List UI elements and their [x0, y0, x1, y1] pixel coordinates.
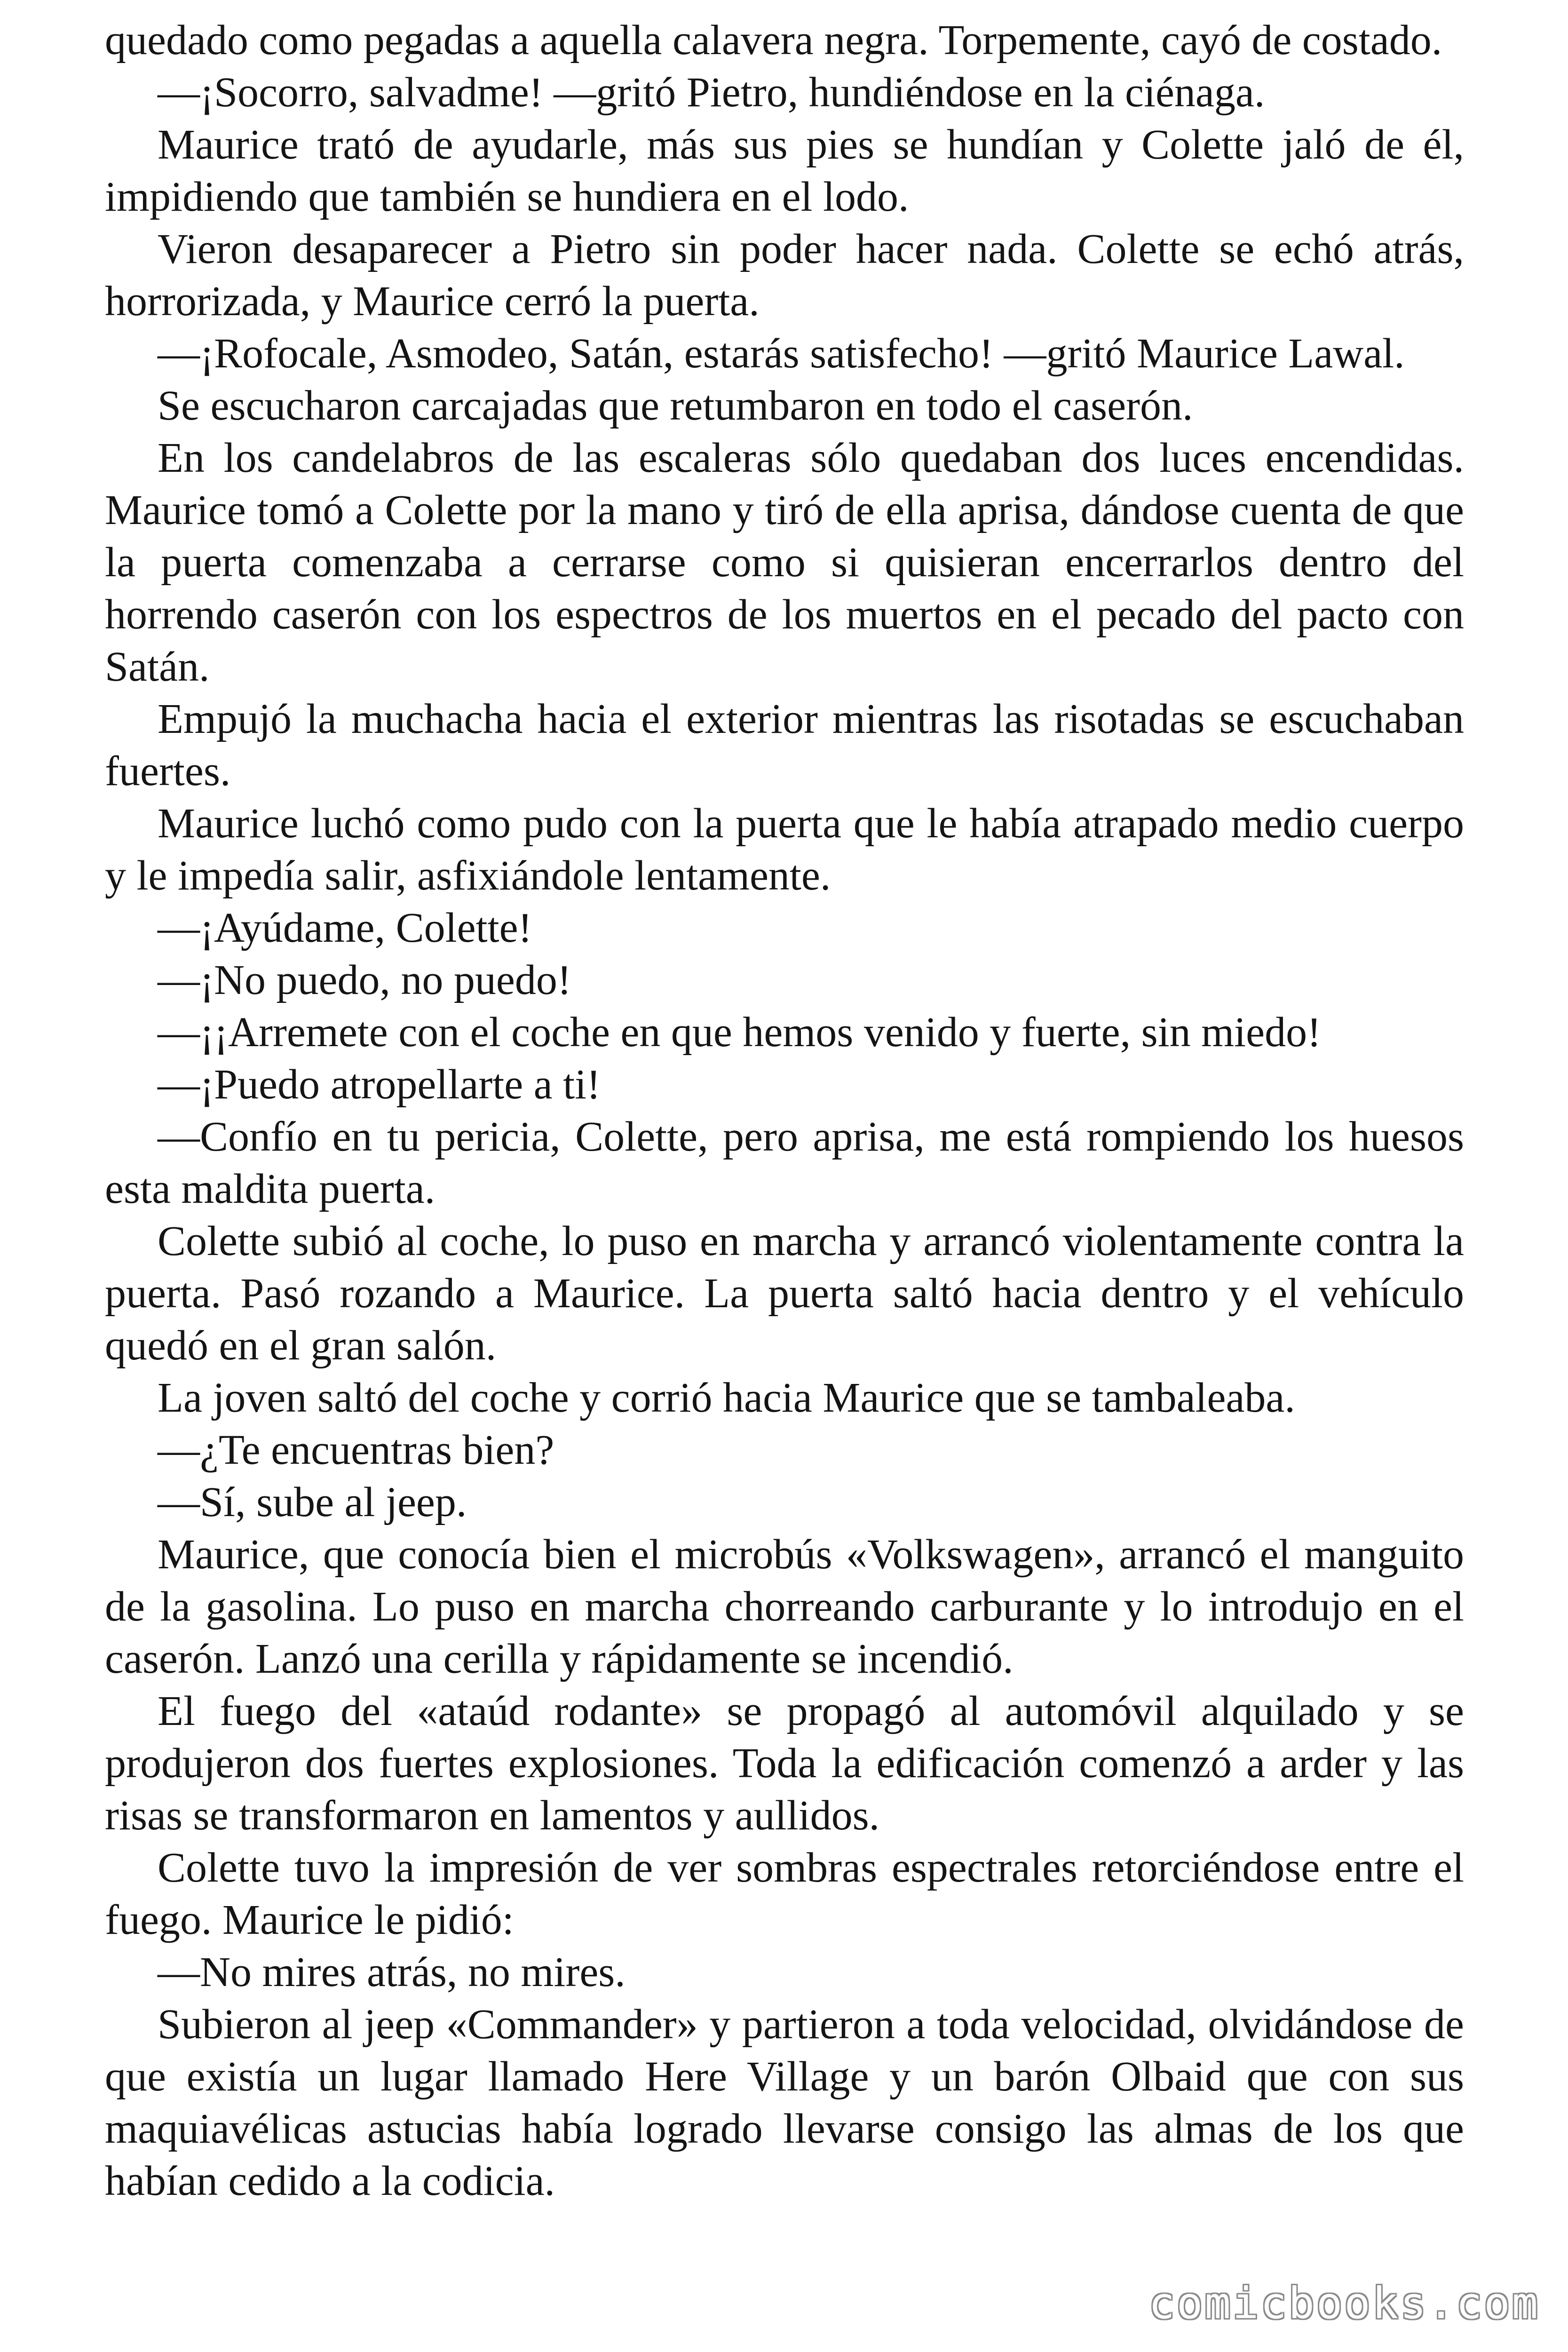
page-text	[105, 14, 1464, 2207]
paragraph: El fuego del «ataúd rodante» se propagó al automóvil alquilado y se produjeron dos fuertes explosiones. Toda la edificación comenzó a arder y las risas se transformaron en lamentos y aullidos.	[105, 1688, 1464, 1839]
paragraph: Maurice trató de ayudarle, más sus pies se hundían y Colette jaló de él, impidiendo que también se hundiera en el lodo.	[105, 121, 1464, 220]
paragraph: —¡Ayúdame, Colette!	[158, 905, 532, 951]
paragraph: —¡No puedo, no puedo!	[158, 957, 571, 1003]
paragraph: Subieron al jeep «Commander» y partieron a toda velocidad, olvidándose de que existía un lugar llamado Here Village y un barón Olbaid que con sus maquiavélicas astucias había logrado llevarse consigo las almas de los que habían cedido a la codicia.	[105, 2001, 1464, 2204]
paragraph: —¡Rofocale, Asmodeo, Satán, estarás satisfecho! —gritó Maurice Lawal.	[158, 330, 1405, 377]
paragraph: —¡¡Arremete con el coche en que hemos venido y fuerte, sin miedo!	[158, 1009, 1322, 1056]
paragraph: —¡Puedo atropellarte a ti!	[158, 1061, 601, 1108]
paragraph: Colette subió al coche, lo puso en marcha y arrancó violentamente contra la puerta. Pasó rozando a Maurice. La puerta saltó hacia dentro y el vehículo quedó en el gran salón.	[105, 1218, 1464, 1369]
paragraph: Maurice luchó como pudo con la puerta que le había atrapado medio cuerpo y le impedía salir, asfixiándole lentamente.	[105, 800, 1464, 899]
paragraph: Maurice, que conocía bien el microbús «Volkswagen», arrancó el manguito de la gasolina. Lo puso en marcha chorreando carburante y lo introdujo en el caserón. Lanzó una cerilla y rápidamente se incendió.	[105, 1531, 1464, 1682]
paragraph: —Sí, sube al jeep.	[158, 1479, 467, 1526]
paragraph: Empujó la muchacha hacia el exterior mientras las risotadas se escuchaban fuertes.	[105, 696, 1464, 795]
paragraph: quedado como pegadas a aquella calavera negra. Torpemente, cayó de costado.	[105, 17, 1442, 64]
paragraph: Vieron desaparecer a Pietro sin poder hacer nada. Colette se echó atrás, horrorizada, y Maurice cerró la puerta.	[105, 226, 1464, 325]
paragraph: —No mires atrás, no mires.	[158, 1949, 626, 1995]
paragraph: Se escucharon carcajadas que retumbaron en todo el caserón.	[158, 382, 1193, 429]
watermark: comicbooks.com	[1148, 2278, 1540, 2328]
paragraph: En los candelabros de las escaleras sólo quedaban dos luces encendidas. Maurice tomó a Colette por la mano y tiró de ella aprisa, dándose cuenta de que la puerta comenzaba a cerrarse como si quisieran encerrarlos dentro del horrendo caserón con los espectros de los muertos en el pecado del pacto con Satán.	[105, 435, 1464, 690]
paragraph: —¡Socorro, salvadme! —gritó Pietro, hundiéndose en la ciénaga.	[158, 69, 1265, 116]
paragraph: La joven saltó del coche y corrió hacia Maurice que se tambaleaba.	[158, 1375, 1295, 1421]
paragraph: Colette tuvo la impresión de ver sombras espectrales retorciéndose entre el fuego. Maurice le pidió:	[105, 1844, 1464, 1943]
paragraph: —Confío en tu pericia, Colette, pero aprisa, me está rompiendo los huesos esta maldita puerta.	[105, 1113, 1464, 1212]
paragraph: —¿Te encuentras bien?	[158, 1427, 554, 1473]
